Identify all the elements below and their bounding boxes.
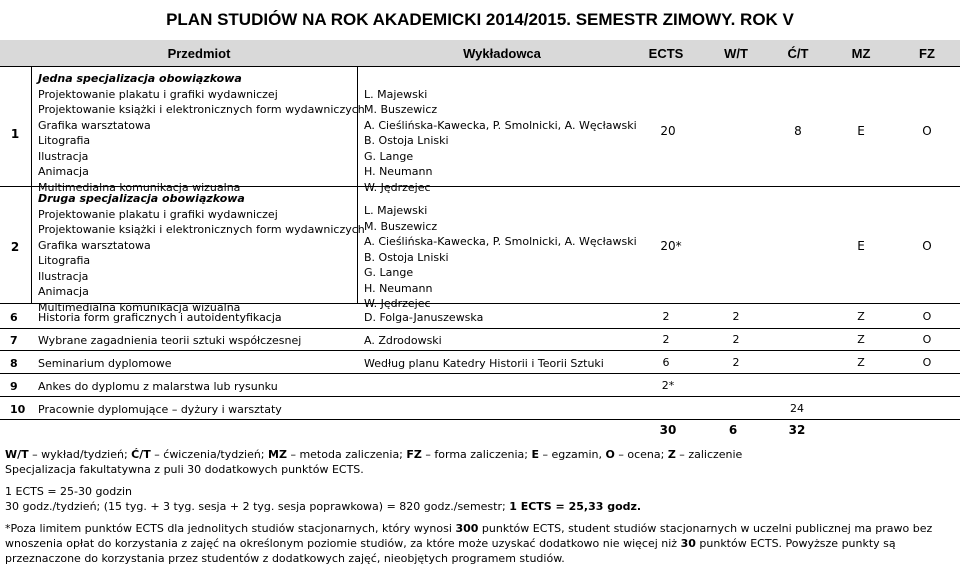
row-subject: Pracownie dyplomujące – dyżury i warsztaty — [38, 403, 282, 416]
lecturer-item: G. Lange — [364, 266, 414, 279]
row-lecturer: Według planu Katedry Historii i Teorii Sztuki — [364, 357, 604, 370]
subject-item: Multimedialna komunikacja wizualna — [38, 300, 241, 314]
header-fz: FZ — [919, 46, 935, 61]
block2-subjects — [38, 191, 365, 315]
row-subject: Seminarium dyplomowe — [38, 357, 172, 370]
mz-value: Z — [857, 310, 865, 323]
lecturer-item: W. Jędrzejec — [364, 297, 431, 310]
legend-key: Z — [667, 448, 676, 461]
header-lecturer: Wykładowca — [463, 46, 541, 61]
wt-value: 2 — [732, 356, 740, 369]
divider — [0, 373, 960, 374]
legend-text: egzamin, — [551, 448, 602, 461]
divider — [0, 66, 960, 67]
header-subject: Przedmiot — [167, 46, 231, 61]
legend-key: MZ — [268, 448, 287, 461]
lecturer-item: G. Lange — [364, 149, 414, 163]
ects-value: 2 — [662, 333, 670, 346]
block-number: 1 — [10, 127, 20, 141]
table-row — [10, 403, 25, 416]
mz-value: Z — [857, 356, 865, 369]
divider — [0, 328, 960, 329]
row-number: 7 — [10, 334, 18, 347]
subject-item: Animacja — [38, 285, 89, 298]
block1-lecturers — [364, 87, 637, 196]
subject-item: Projektowanie książki i elektronicznych form wydawniczych — [38, 223, 365, 236]
total-wt: 6 — [728, 423, 738, 437]
subject-item: Grafika warsztatowa — [38, 238, 151, 252]
ects-value: 6 — [662, 356, 670, 369]
legend-text: metoda zaliczenia; — [299, 448, 403, 461]
table-row — [10, 311, 18, 324]
legend-key: E — [531, 448, 539, 461]
total-ects: 30 — [659, 423, 677, 437]
footnote-bold: 30 — [680, 537, 696, 550]
row-lecturer: D. Folga-Januszewska — [364, 311, 484, 324]
row-number: 6 — [10, 311, 18, 324]
block-number: 2 — [10, 240, 20, 254]
row-lecturer: A. Zdrodowski — [364, 334, 442, 347]
ct-value: 8 — [794, 124, 802, 138]
header-mz: MZ — [851, 46, 871, 61]
lecturer-item: L. Majewski — [364, 87, 428, 101]
total-ct: 32 — [788, 423, 806, 437]
header-ects: ECTS — [648, 46, 684, 61]
ects-value: 2 — [662, 310, 670, 323]
footnote-text: punktów ECTS, student studiów stacjonarnych w uczelni publicznej ma prawo bez wnoszenia opłat do korzystania z zajęć na określonym poziomie studiów, za które może uzyskać dodatkowo nie więcej niż — [5, 522, 933, 550]
legend-text: ocena; — [627, 448, 665, 461]
divider — [31, 66, 32, 303]
header-wt: W/T — [724, 46, 748, 61]
lecturer-item: B. Ostoja Lniski — [364, 250, 449, 264]
row-subject: Historia form graficznych i autoidentyfikacja — [38, 311, 282, 324]
footnote — [5, 521, 953, 566]
ects-definition — [5, 485, 805, 514]
block2-lecturers — [364, 203, 637, 312]
lecturer-item: A. Cieślińska-Kawecka, P. Smolnicki, A. Węcławski — [364, 118, 637, 132]
table-row — [10, 334, 18, 347]
legend-key: O — [605, 448, 615, 461]
subject-item: Litografia — [38, 254, 91, 267]
lecturer-item: L. Majewski — [364, 204, 428, 217]
legend-text: wykład/tydzień; — [41, 448, 128, 461]
subject-item: Projektowanie plakatu i grafiki wydawniczej — [38, 87, 278, 101]
ects-value: 20* — [660, 239, 682, 253]
row-subject: Ankes do dyplomu z malarstwa lub rysunku — [38, 380, 278, 393]
subject-item: Animacja — [38, 165, 89, 178]
ects-value: 2* — [661, 379, 675, 392]
footnote-text: *Poza limitem punktów ECTS dla jednolitych studiów stacjonarnych, który wynosi — [5, 522, 452, 535]
row-number: 8 — [10, 357, 18, 370]
legend-note: Specjalizacja fakultatywna z puli 30 dodatkowych punktów ECTS. — [5, 462, 364, 476]
footnote-text: punktów ECTS. Powyższe punkty są przeznaczone do korzystania przez studentów z dodatkowych zajęć, nieobjętych programem studiów. — [5, 537, 896, 565]
divider — [0, 350, 960, 351]
page-title: PLAN STUDIÓW NA ROK AKADEMICKI 2014/2015. SEMESTR ZIMOWY. ROK V — [166, 10, 794, 29]
legend-text: ćwiczenia/tydzień; — [163, 448, 265, 461]
subject-item: Multimedialna komunikacja wizualna — [38, 180, 241, 194]
lecturer-item: A. Cieślińska-Kawecka, P. Smolnicki, A. Węcławski — [364, 235, 637, 248]
fz-value: O — [922, 124, 932, 138]
subject-item: Ilustracja — [38, 149, 89, 163]
legend-text: forma zaliczenia; — [434, 448, 528, 461]
row-subject: Wybrane zagadnienia teorii sztuki współczesnej — [38, 334, 302, 347]
divider — [0, 396, 960, 397]
fz-value: O — [922, 333, 932, 346]
wt-value: 2 — [732, 310, 740, 323]
fz-value: O — [922, 310, 932, 323]
ects-line2: 30 godz./tydzień; (15 tyg. + 3 tyg. sesja + 2 tyg. sesja poprawkowa) = 820 godz./semestr; — [5, 499, 506, 513]
wt-value: 2 — [732, 333, 740, 346]
row-number: 10 — [10, 403, 26, 416]
divider — [0, 419, 960, 420]
ct-value: 24 — [790, 402, 804, 415]
lecturer-item: H. Neumann — [364, 281, 433, 295]
row-number: 9 — [10, 380, 18, 393]
fz-value: O — [922, 356, 932, 369]
subject-item: Grafika warsztatowa — [38, 118, 151, 132]
footnote-bold: 300 — [455, 522, 479, 535]
table-header — [0, 40, 960, 66]
lecturer-item: M. Buszewicz — [364, 103, 438, 116]
block-heading: Druga specjalizacja obowiązkowa — [38, 192, 245, 205]
legend-text: zaliczenie — [688, 448, 743, 461]
legend-key: FZ — [406, 448, 422, 461]
ects-line1: 1 ECTS = 25-30 godzin — [5, 485, 132, 498]
legend: W/T – wykład/tydzień; Ć/T – ćwiczenia/tydzień; MZ – metoda zaliczenia; FZ – forma zaliczenia; E – egzamin, O – ocena; Z – zaliczenie Specjalizacja fakultatywna z puli 30 dodatkowych punktów ECTS. — [5, 448, 745, 477]
lecturer-item: M. Buszewicz — [364, 219, 438, 233]
lecturer-item: H. Neumann — [364, 165, 433, 178]
header-ct: Ć/T — [787, 46, 809, 61]
subject-item: Litografia — [38, 134, 91, 147]
fz-value: O — [922, 239, 932, 253]
mz-value: Z — [857, 333, 865, 346]
table-row — [10, 357, 18, 370]
ects-line2-bold: 1 ECTS = 25,33 godz. — [509, 499, 642, 513]
subject-item: Projektowanie plakatu i grafiki wydawniczej — [38, 207, 278, 221]
lecturer-item: B. Ostoja Lniski — [364, 134, 449, 147]
ects-value: 20 — [660, 124, 676, 138]
legend-key: Ć/T — [131, 448, 151, 461]
subject-item: Projektowanie książki i elektronicznych form wydawniczych — [38, 103, 365, 116]
table-row — [10, 380, 18, 393]
legend-key: W/T — [5, 448, 29, 461]
mz-value: E — [857, 239, 865, 253]
mz-value: E — [857, 124, 865, 138]
block1-subjects — [38, 71, 365, 195]
lecturer-item: W. Jędrzejec — [364, 180, 431, 194]
block-heading: Jedna specjalizacja obowiązkowa — [38, 72, 242, 85]
subject-item: Ilustracja — [38, 269, 89, 283]
